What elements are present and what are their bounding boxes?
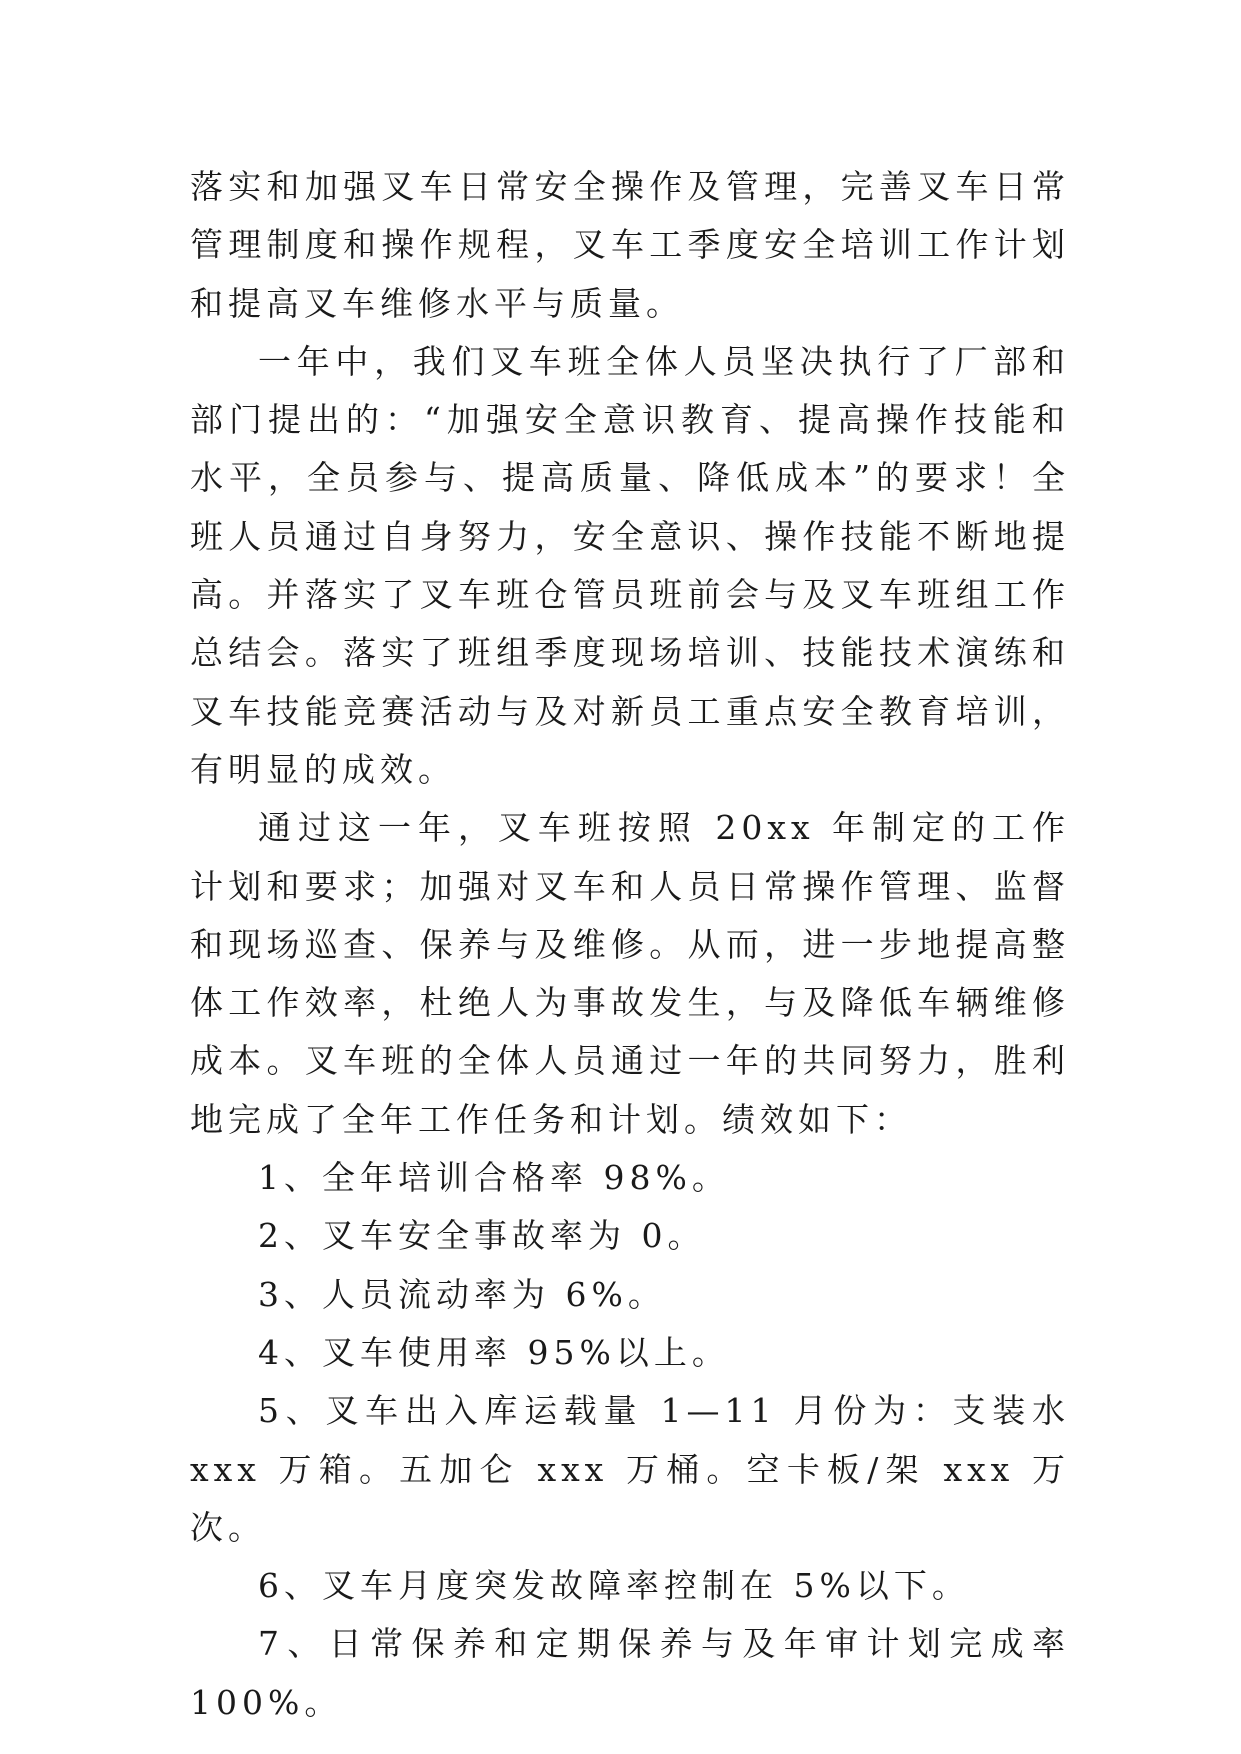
list-item-transport-volume: 5、叉车出入库运载量 1—11 月份为：支装水 xxx 万箱。五加仑 xxx 万桶。空卡板/架 xxx 万次。 <box>190 1391 1070 1547</box>
document-body <box>190 158 1070 1732</box>
list-item-training-pass-rate: 1、全年培训合格率 98%。 <box>258 1158 730 1198</box>
list-item-maintenance-completion: 7、日常保养和定期保养与及年审计划完成率 100%。 <box>190 1624 1070 1722</box>
list-item-failure-rate: 6、叉车月度突发故障率控制在 5%以下。 <box>258 1566 970 1606</box>
paragraph-year-summary: 一年中，我们叉车班全体人员坚决执行了厂部和部门提出的：“加强安全意识教育、提高操作技能和水平，全员参与、提高质量、降低成本”的要求！全班人员通过自身努力，安全意识、操作技能不断地提高。并落实了叉车班仓管员班前会与及叉车班组工作总结会。落实了班组季度现场培训、技能技术演练和叉车技能竞赛活动与及对新员工重点安全教育培训，有明显的成效。 <box>190 341 1070 789</box>
paragraph-intro: 落实和加强叉车日常安全操作及管理，完善叉车日常管理制度和操作规程，叉车工季度安全培训工作计划和提高叉车维修水平与质量。 <box>190 167 1070 323</box>
list-item-accident-rate: 2、叉车安全事故率为 0。 <box>258 1216 706 1256</box>
paragraph-performance-intro: 通过这一年，叉车班按照 20xx 年制定的工作计划和要求；加强对叉车和人员日常操作管理、监督和现场巡查、保养与及维修。从而，进一步地提高整体工作效率，杜绝人为事故发生，与及降低车辆维修成本。叉车班的全体人员通过一年的共同努力，胜利地完成了全年工作任务和计划。绩效如下： <box>190 808 1070 1139</box>
list-item-usage-rate: 4、叉车使用率 95%以上。 <box>258 1332 730 1372</box>
list-item-staff-turnover: 3、人员流动率为 6%。 <box>258 1274 666 1314</box>
